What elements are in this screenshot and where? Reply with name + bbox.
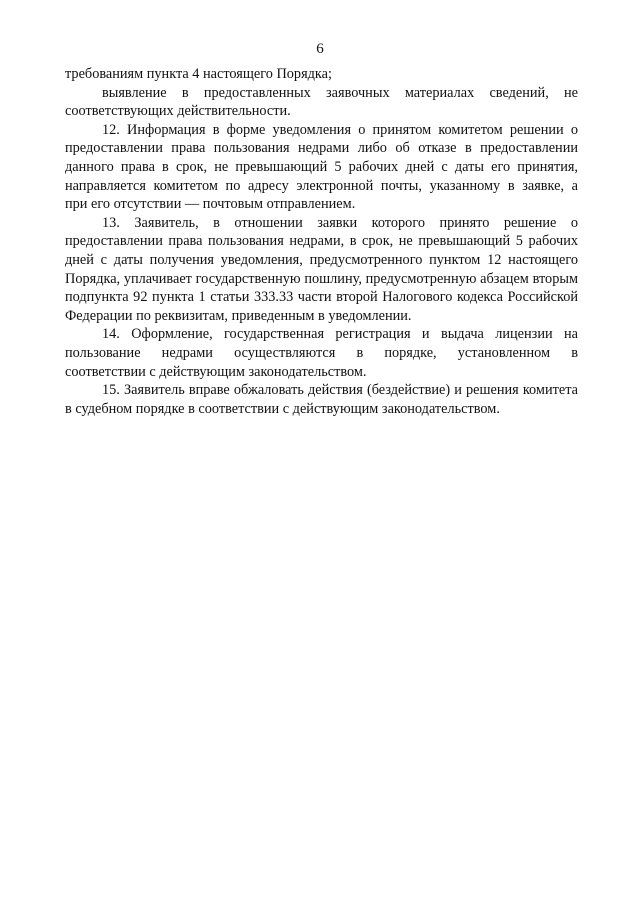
- text-line: 12. Информация в форме уведомления о принятом комитетом решении о: [102, 121, 578, 138]
- text-line: выявление в предоставленных заявочных материалах сведений, не: [102, 84, 578, 101]
- text-line: в судебном порядке в соответствии с действующим законодательством.: [65, 400, 500, 417]
- paragraph-list-item: [65, 84, 578, 121]
- text-line: пользование недрами осуществляются в порядке, установленном в: [65, 344, 578, 361]
- paragraph-15: [65, 381, 578, 418]
- text-line: соответствии с действующим законодательством.: [65, 363, 367, 380]
- text-line: Порядка, уплачивает государственную пошлину, предусмотренную абзацем вторым: [65, 270, 578, 287]
- paragraph-13: [65, 214, 578, 326]
- page-number: 6: [316, 41, 324, 57]
- text-line: соответствующих действительности.: [65, 103, 291, 120]
- text-line: дней с даты получения уведомления, предусмотренного пунктом 12 настоящего: [65, 251, 578, 268]
- text-line: 14. Оформление, государственная регистрация и выдача лицензии на: [102, 326, 578, 343]
- paragraph-14: [65, 325, 578, 381]
- paragraph-continuation: [65, 65, 578, 84]
- text-line: предоставлении права пользования недрами либо об отказе в предоставлении: [65, 140, 578, 157]
- document-body: [65, 65, 578, 418]
- paragraph-12: [65, 121, 578, 214]
- text-line: Федерации по реквизитам, приведенным в уведомлении.: [65, 307, 412, 324]
- text-line: 13. Заявитель, в отношении заявки которого принято решение о: [102, 214, 578, 231]
- text-line: 15. Заявитель вправе обжаловать действия (бездействие) и решения комитета: [102, 382, 578, 399]
- text-line: при его отсутствии — почтовым отправлением.: [65, 196, 356, 213]
- text-line: данного права в срок, не превышающий 5 рабочих дней с даты его принятия,: [65, 158, 578, 175]
- text-line: требованиям пункта 4 настоящего Порядка;: [65, 66, 332, 82]
- text-line: предоставлении права пользования недрами, в срок, не превышающий 5 рабочих: [65, 233, 578, 250]
- text-line: направляется комитетом по адресу электронной почты, указанному в заявке, а: [65, 177, 578, 194]
- text-line: подпункта 92 пункта 1 статьи 333.33 части второй Налогового кодекса Российской: [65, 289, 578, 306]
